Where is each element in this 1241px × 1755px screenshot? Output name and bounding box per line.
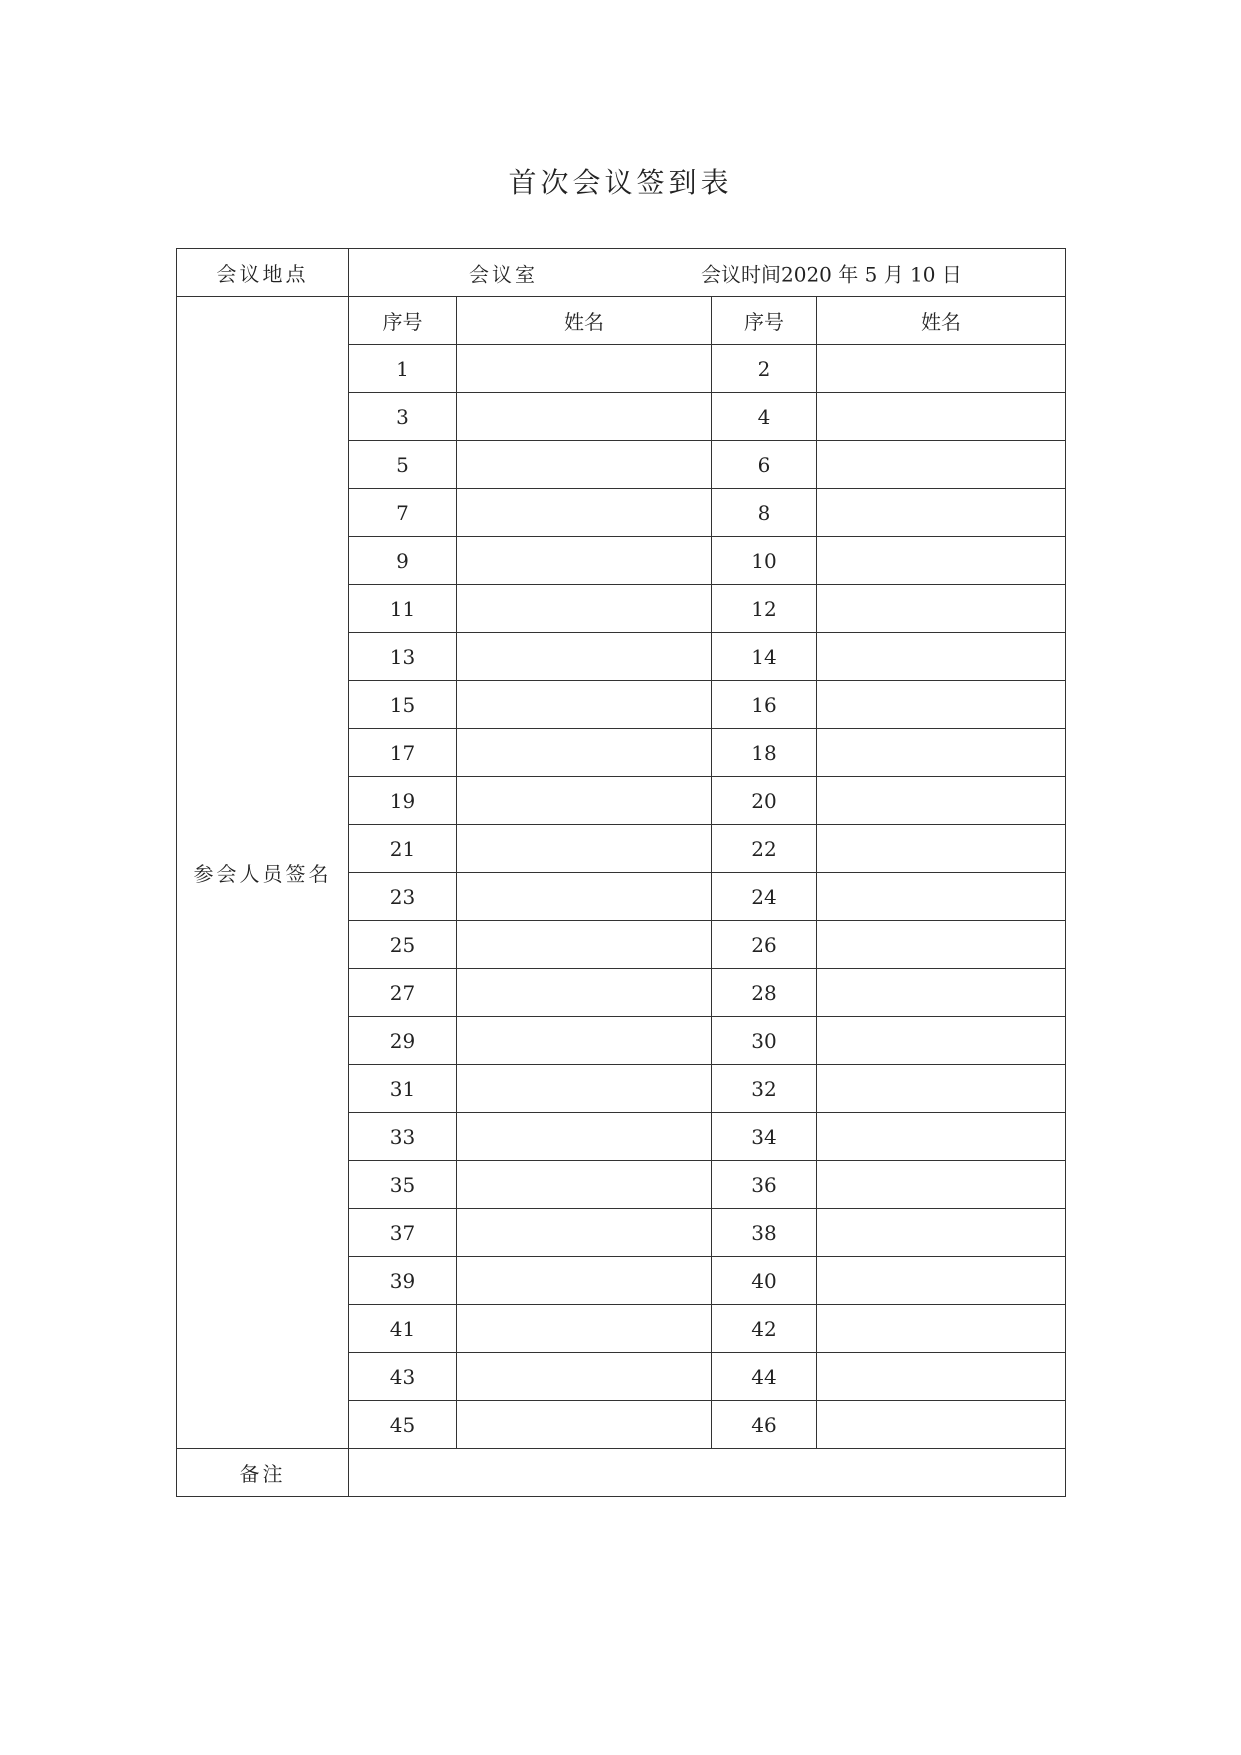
seq-number-left: 35 <box>349 1161 457 1209</box>
col-header-name-right: 姓名 <box>817 297 1066 345</box>
seq-number-left: 31 <box>349 1065 457 1113</box>
seq-number-right: 44 <box>712 1353 817 1401</box>
signature-field-left[interactable] <box>457 729 712 777</box>
signature-field-right[interactable] <box>817 393 1066 441</box>
seq-number-left: 33 <box>349 1113 457 1161</box>
seq-number-right: 12 <box>712 585 817 633</box>
signature-field-right[interactable] <box>817 1305 1066 1353</box>
seq-number-right: 18 <box>712 729 817 777</box>
sign-in-table <box>176 248 1066 1497</box>
signature-field-left[interactable] <box>457 1113 712 1161</box>
signature-field-right[interactable] <box>817 1257 1066 1305</box>
seq-number-right: 46 <box>712 1401 817 1449</box>
meeting-time <box>701 258 962 287</box>
signature-field-right[interactable] <box>817 489 1066 537</box>
seq-number-right: 24 <box>712 873 817 921</box>
signature-field-right[interactable] <box>817 537 1066 585</box>
seq-number-right: 42 <box>712 1305 817 1353</box>
signature-field-left[interactable] <box>457 921 712 969</box>
seq-number-left: 27 <box>349 969 457 1017</box>
seq-number-right: 28 <box>712 969 817 1017</box>
signature-field-right[interactable] <box>817 441 1066 489</box>
seq-number-left: 3 <box>349 393 457 441</box>
meeting-info-row <box>177 249 1066 297</box>
signature-field-left[interactable] <box>457 345 712 393</box>
seq-number-left: 9 <box>349 537 457 585</box>
seq-number-right: 6 <box>712 441 817 489</box>
signature-field-left[interactable] <box>457 537 712 585</box>
seq-number-left: 45 <box>349 1401 457 1449</box>
signature-field-right[interactable] <box>817 777 1066 825</box>
signature-field-right[interactable] <box>817 873 1066 921</box>
signature-field-left[interactable] <box>457 1353 712 1401</box>
seq-number-left: 23 <box>349 873 457 921</box>
seq-number-left: 29 <box>349 1017 457 1065</box>
signature-field-left[interactable] <box>457 585 712 633</box>
seq-number-right: 14 <box>712 633 817 681</box>
signature-field-right[interactable] <box>817 825 1066 873</box>
seq-number-right: 32 <box>712 1065 817 1113</box>
seq-number-left: 43 <box>349 1353 457 1401</box>
seq-number-left: 37 <box>349 1209 457 1257</box>
seq-number-right: 8 <box>712 489 817 537</box>
meeting-info-cell <box>349 249 1066 297</box>
signature-field-right[interactable] <box>817 729 1066 777</box>
signature-field-right[interactable] <box>817 1209 1066 1257</box>
signature-field-left[interactable] <box>457 681 712 729</box>
page-title: 首次会议签到表 <box>508 166 733 199</box>
time-value: 2020 年 5 月 10 日 <box>781 262 962 286</box>
attendee-section-label: 参会人员签名 <box>177 297 349 1449</box>
remarks-field[interactable] <box>349 1449 1066 1497</box>
seq-number-left: 39 <box>349 1257 457 1305</box>
signature-field-left[interactable] <box>457 873 712 921</box>
seq-number-right: 22 <box>712 825 817 873</box>
signature-field-left[interactable] <box>457 393 712 441</box>
seq-number-left: 13 <box>349 633 457 681</box>
seq-number-right: 26 <box>712 921 817 969</box>
signature-field-right[interactable] <box>817 345 1066 393</box>
seq-number-right: 34 <box>712 1113 817 1161</box>
seq-number-left: 15 <box>349 681 457 729</box>
remarks-row <box>177 1449 1066 1497</box>
seq-number-right: 30 <box>712 1017 817 1065</box>
signature-field-right[interactable] <box>817 681 1066 729</box>
seq-number-right: 10 <box>712 537 817 585</box>
attendee-header-row <box>177 297 1066 345</box>
signature-field-left[interactable] <box>457 1017 712 1065</box>
remarks-label: 备注 <box>177 1449 349 1497</box>
signature-field-left[interactable] <box>457 1209 712 1257</box>
col-header-seq-left: 序号 <box>349 297 457 345</box>
seq-number-right: 2 <box>712 345 817 393</box>
signature-field-right[interactable] <box>817 633 1066 681</box>
seq-number-left: 17 <box>349 729 457 777</box>
seq-number-left: 25 <box>349 921 457 969</box>
signature-field-right[interactable] <box>817 1065 1066 1113</box>
seq-number-left: 7 <box>349 489 457 537</box>
signature-field-left[interactable] <box>457 1161 712 1209</box>
seq-number-left: 21 <box>349 825 457 873</box>
signature-field-right[interactable] <box>817 1161 1066 1209</box>
signature-field-left[interactable] <box>457 1065 712 1113</box>
signature-field-right[interactable] <box>817 585 1066 633</box>
seq-number-right: 38 <box>712 1209 817 1257</box>
signature-field-left[interactable] <box>457 1257 712 1305</box>
signature-field-right[interactable] <box>817 1017 1066 1065</box>
time-label: 会议时间 <box>701 262 781 286</box>
signature-field-right[interactable] <box>817 1113 1066 1161</box>
seq-number-left: 11 <box>349 585 457 633</box>
seq-number-left: 1 <box>349 345 457 393</box>
signature-field-left[interactable] <box>457 489 712 537</box>
signature-field-left[interactable] <box>457 777 712 825</box>
seq-number-right: 40 <box>712 1257 817 1305</box>
signature-field-left[interactable] <box>457 441 712 489</box>
seq-number-left: 41 <box>349 1305 457 1353</box>
signature-field-right[interactable] <box>817 1353 1066 1401</box>
location-label: 会议地点 <box>177 249 349 297</box>
signature-field-left[interactable] <box>457 1401 712 1449</box>
signature-field-right[interactable] <box>817 969 1066 1017</box>
signature-field-left[interactable] <box>457 1305 712 1353</box>
signature-field-left[interactable] <box>457 825 712 873</box>
seq-number-left: 19 <box>349 777 457 825</box>
seq-number-right: 4 <box>712 393 817 441</box>
seq-number-right: 16 <box>712 681 817 729</box>
signature-field-right[interactable] <box>817 921 1066 969</box>
seq-number-right: 20 <box>712 777 817 825</box>
seq-number-left: 5 <box>349 441 457 489</box>
signature-field-left[interactable] <box>457 633 712 681</box>
col-header-name-left: 姓名 <box>457 297 712 345</box>
seq-number-right: 36 <box>712 1161 817 1209</box>
signature-field-right[interactable] <box>817 1401 1066 1449</box>
location-value: 会议室 <box>469 262 538 286</box>
signature-field-left[interactable] <box>457 969 712 1017</box>
col-header-seq-right: 序号 <box>712 297 817 345</box>
